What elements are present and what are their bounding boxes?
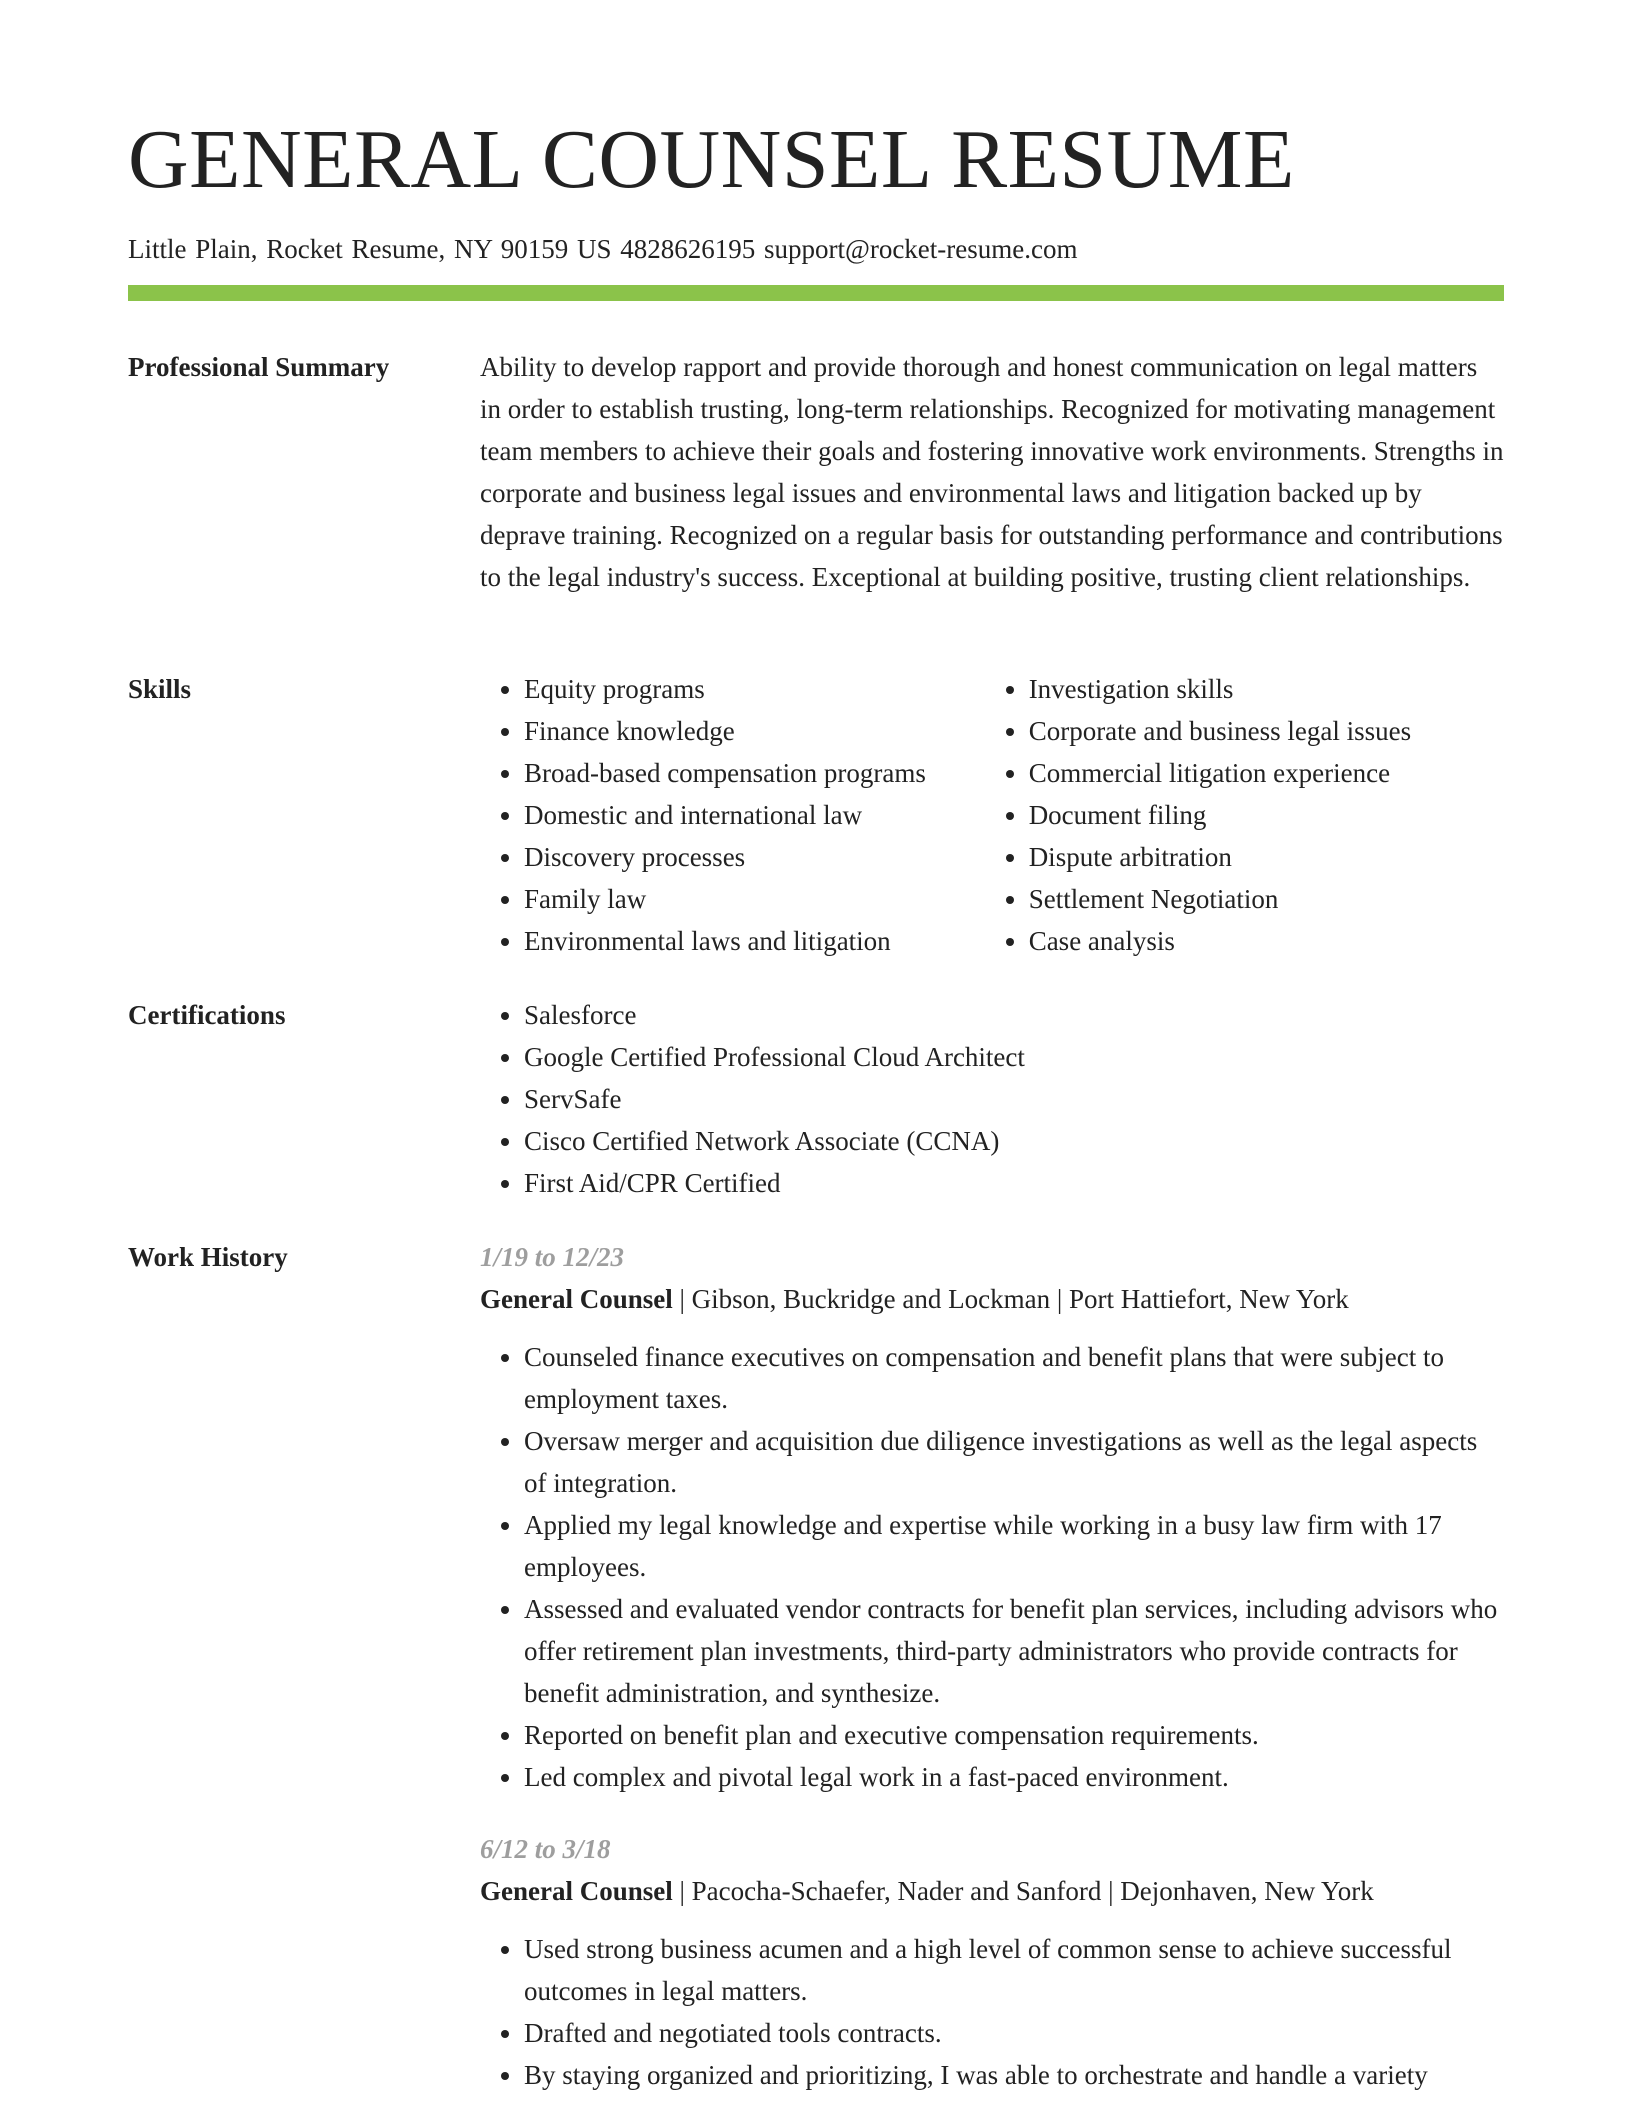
job-bullet: • Drafted and negotiated tools contracts. [524,2012,1504,2054]
skill-item: • Environmental laws and litigation [524,920,985,962]
job-bullet: • Applied my legal knowledge and expertise while working in a busy law firm with 17 employees. [524,1504,1504,1588]
skill-item: • Investigation skills [1029,668,1504,710]
certifications-list [480,994,1504,1204]
certification-item: • Salesforce [524,994,1504,1036]
skills-content [480,668,1504,962]
job-dates: 1/19 to 12/23 [480,1242,625,1272]
skills-label: Skills [128,674,192,704]
contact-line [128,233,1078,265]
skill-item: • Dispute arbitration [1029,836,1504,878]
job-entry [480,1828,1504,2096]
contact-phone: 4828626195 [620,234,756,264]
job-employer-location: | Pacocha-Schaefer, Nader and Sanford | Dejonhaven, New York [672,1876,1374,1906]
job-title: General Counsel [480,1284,673,1314]
skill-item: • Commercial litigation experience [1029,752,1504,794]
job-bullet: • Oversaw merger and acquisition due diligence investigations as well as the legal aspects of integration. [524,1420,1504,1504]
skills-column-2 [985,668,1504,962]
job-bullet: • Assessed and evaluated vendor contracts for benefit plan services, including advisors who offer retirement plan investments, third-party administrators who provide contracts for benefit administration, and synthesize. [524,1588,1504,1714]
skill-item: • Corporate and business legal issues [1029,710,1504,752]
resume-title: GENERAL COUNSEL RESUME [128,113,1295,206]
summary-content [480,346,1504,598]
work-history-content [480,1236,1504,2096]
contact-address: Little Plain, Rocket Resume, NY 90159 US [128,234,612,264]
job-bullet: • Counseled finance executives on compensation and benefit plans that were subject to employment taxes. [524,1336,1504,1420]
skill-item: • Domestic and international law [524,794,985,836]
skill-item: • Document filing [1029,794,1504,836]
contact-email: support@rocket-resume.com [763,234,1078,264]
job-bullet: • By staying organized and prioritizing, I was able to orchestrate and handle a variety [524,2054,1504,2096]
accent-divider [128,285,1504,301]
job-title: General Counsel [480,1876,673,1906]
skill-item: • Broad-based compensation programs [524,752,985,794]
job-bullet: • Reported on benefit plan and executive compensation requirements. [524,1714,1504,1756]
job-bullet: • Used strong business acumen and a high level of common sense to achieve successful outcomes in legal matters. [524,1928,1504,2012]
skill-item: • Family law [524,878,985,920]
certification-item: • Google Certified Professional Cloud Architect [524,1036,1504,1078]
job-entry [480,1236,1504,1798]
work-history-label: Work History [128,1242,288,1272]
summary-text: Ability to develop rapport and provide thorough and honest communication on legal matters in order to establish trusting, long-term relationships. Recognized for motivating management team members to achieve their goals and fostering innovative work environments. Strengths in corporate and business legal issues and environmental laws and litigation backed up by deprave training. Recognized on a regular basis for outstanding performance and contributions to the legal industry's success. Exceptional at building positive, trusting client relationships. [480,352,1504,592]
skill-item: • Case analysis [1029,920,1504,962]
job-employer-location: | Gibson, Buckridge and Lockman | Port Hattiefort, New York [672,1284,1349,1314]
certifications-label: Certifications [128,1000,286,1030]
skill-item: • Discovery processes [524,836,985,878]
certification-item: • Cisco Certified Network Associate (CCNA) [524,1120,1504,1162]
certification-item: • ServSafe [524,1078,1504,1120]
skills-column-1 [480,668,985,962]
certifications-content [480,994,1504,1204]
skill-item: • Finance knowledge [524,710,985,752]
job-heading [480,1278,1504,1320]
job-bullets [480,1336,1504,1798]
skill-item: • Equity programs [524,668,985,710]
job-heading [480,1870,1504,1912]
job-bullet: • Led complex and pivotal legal work in a fast-paced environment. [524,1756,1504,1798]
skill-item: • Settlement Negotiation [1029,878,1504,920]
certification-item: • First Aid/CPR Certified [524,1162,1504,1204]
job-dates: 6/12 to 3/18 [480,1834,611,1864]
job-bullets [480,1928,1504,2096]
summary-label: Professional Summary [128,352,390,382]
